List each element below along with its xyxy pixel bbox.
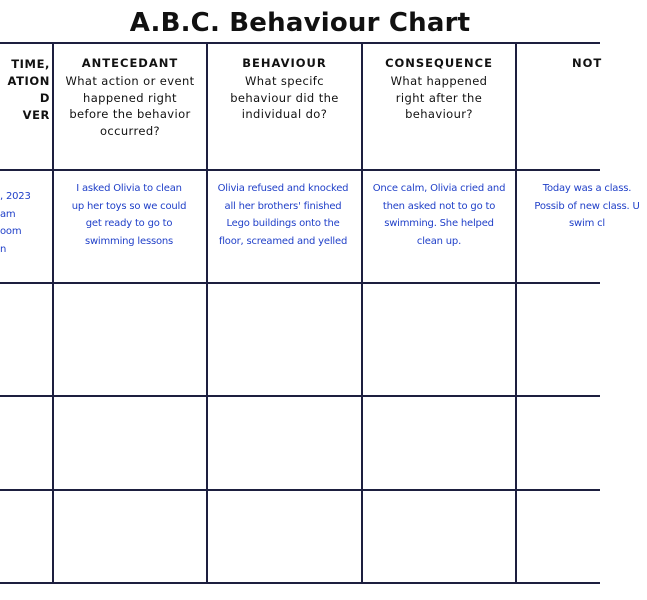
header-antecedant-title: ANTECEDANT [81,56,179,70]
header-date-time [0,56,52,166]
header-behaviour [208,56,361,166]
entry-date-time: , 2023 am oom n [0,191,31,256]
header-date-time-title: TIME, ATION D VER [7,57,50,122]
entry-notes-text: Today was a class. Possib of new class. U swim cl [534,183,640,230]
header-consequence [363,56,515,166]
header-behaviour-title: BEHAVIOUR [242,56,327,70]
header-antecedant [54,56,206,166]
page-title: A.B.C. Behaviour Chart [129,8,471,38]
entry-behaviour: Olivia refused and knocked all her brothers' finished Lego buildings onto the floor, screamed and yelled [217,183,349,248]
entry-antecedant: I asked Olivia to clean up her toys so we could get ready to go to swimming lessons [71,183,187,248]
header-consequence-title: CONSEQUENCE [385,56,493,70]
header-consequence-question: What happened right after the behaviour? [390,74,488,121]
empty-row-2 [0,397,600,489]
header-notes-title: NOT [572,56,603,70]
table-border-top [0,42,600,44]
table-border-bottom [0,582,600,584]
row-divider-1 [0,169,600,171]
entry-consequence: Once calm, Olivia cried and then asked not to go to swimming. She helped clean up. [372,183,506,248]
empty-row-1 [0,284,600,395]
header-notes [517,56,603,166]
empty-row-3 [0,491,600,582]
header-antecedant-question: What action or event happened right before the behavior occurred? [65,74,195,138]
header-behaviour-question: What specifc behaviour did the individual do? [230,74,339,121]
entry-notes [523,180,640,278]
